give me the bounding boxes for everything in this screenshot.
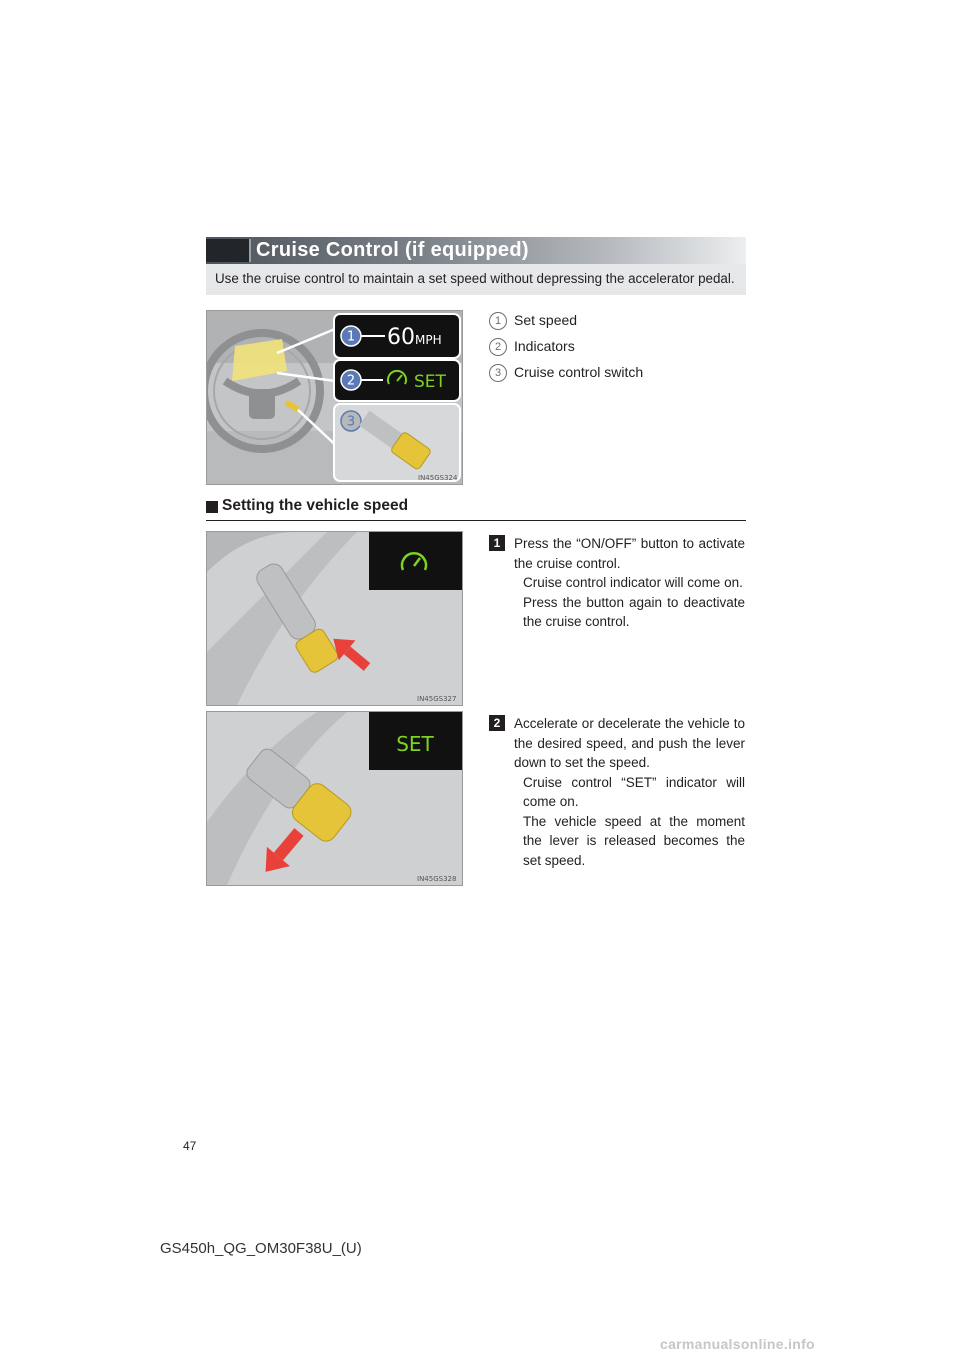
set-label: SET bbox=[414, 372, 446, 392]
section-heading bbox=[206, 496, 746, 521]
svg-text:3: 3 bbox=[346, 414, 356, 430]
step1-note-2: Press the button again to deactivate the cruise control. bbox=[523, 594, 745, 629]
step1-illustration bbox=[207, 532, 462, 705]
speed-unit: MPH bbox=[415, 333, 442, 347]
legend-label: Indicators bbox=[514, 338, 575, 354]
legend-number: 3 bbox=[489, 364, 507, 382]
svg-text:2: 2 bbox=[346, 373, 356, 389]
intro-text: Use the cruise control to maintain a set speed without depressing the accelerator pedal. bbox=[215, 271, 735, 286]
legend-number: 2 bbox=[489, 338, 507, 356]
title-swatch bbox=[206, 239, 251, 262]
step1-main: Press the “ON/OFF” button to activate the cruise control. bbox=[514, 536, 745, 571]
bullet-square bbox=[206, 501, 218, 513]
section-title: Setting the vehicle speed bbox=[222, 497, 409, 514]
step2-note-2: The vehicle speed at the moment the lever is released becomes the set speed. bbox=[523, 813, 745, 868]
speed-value: 60 bbox=[387, 325, 415, 350]
page-number: 47 bbox=[183, 1139, 197, 1153]
overview-image-code: IN45GS324 bbox=[418, 474, 458, 482]
legend-label: Set speed bbox=[514, 312, 578, 328]
step1-figure bbox=[206, 531, 463, 706]
step2-illustration bbox=[207, 712, 462, 885]
overview-illustration bbox=[207, 311, 462, 484]
step1-note-1: Cruise control indicator will come on. bbox=[523, 575, 743, 590]
document-code: GS450h_QG_OM30F38U_(U) bbox=[160, 1240, 362, 1257]
watermark: carmanualsonline.info bbox=[660, 1336, 815, 1352]
step-number-2: 2 bbox=[489, 715, 505, 731]
step2-main: Accelerate or decelerate the vehicle to the desired speed, and push the lever down to set the speed. bbox=[514, 716, 745, 770]
step2-figure bbox=[206, 711, 463, 886]
step-number-1: 1 bbox=[489, 535, 505, 551]
svg-text:1: 1 bbox=[346, 329, 356, 345]
page-title: Cruise Control (if equipped) bbox=[256, 239, 529, 261]
section-title-bar bbox=[206, 237, 746, 264]
step2-image-code: IN45GS328 bbox=[417, 875, 457, 883]
step2-note-1: Cruise control “SET” indicator will come on. bbox=[523, 774, 745, 809]
display-set-label: SET bbox=[396, 732, 434, 756]
step1-image-code: IN45GS327 bbox=[417, 695, 457, 703]
step2-text bbox=[514, 714, 745, 870]
legend-number: 1 bbox=[489, 312, 507, 330]
step1-text bbox=[514, 534, 745, 632]
intro-bar bbox=[206, 264, 746, 295]
legend-label: Cruise control switch bbox=[514, 364, 644, 380]
overview-figure bbox=[206, 310, 463, 485]
